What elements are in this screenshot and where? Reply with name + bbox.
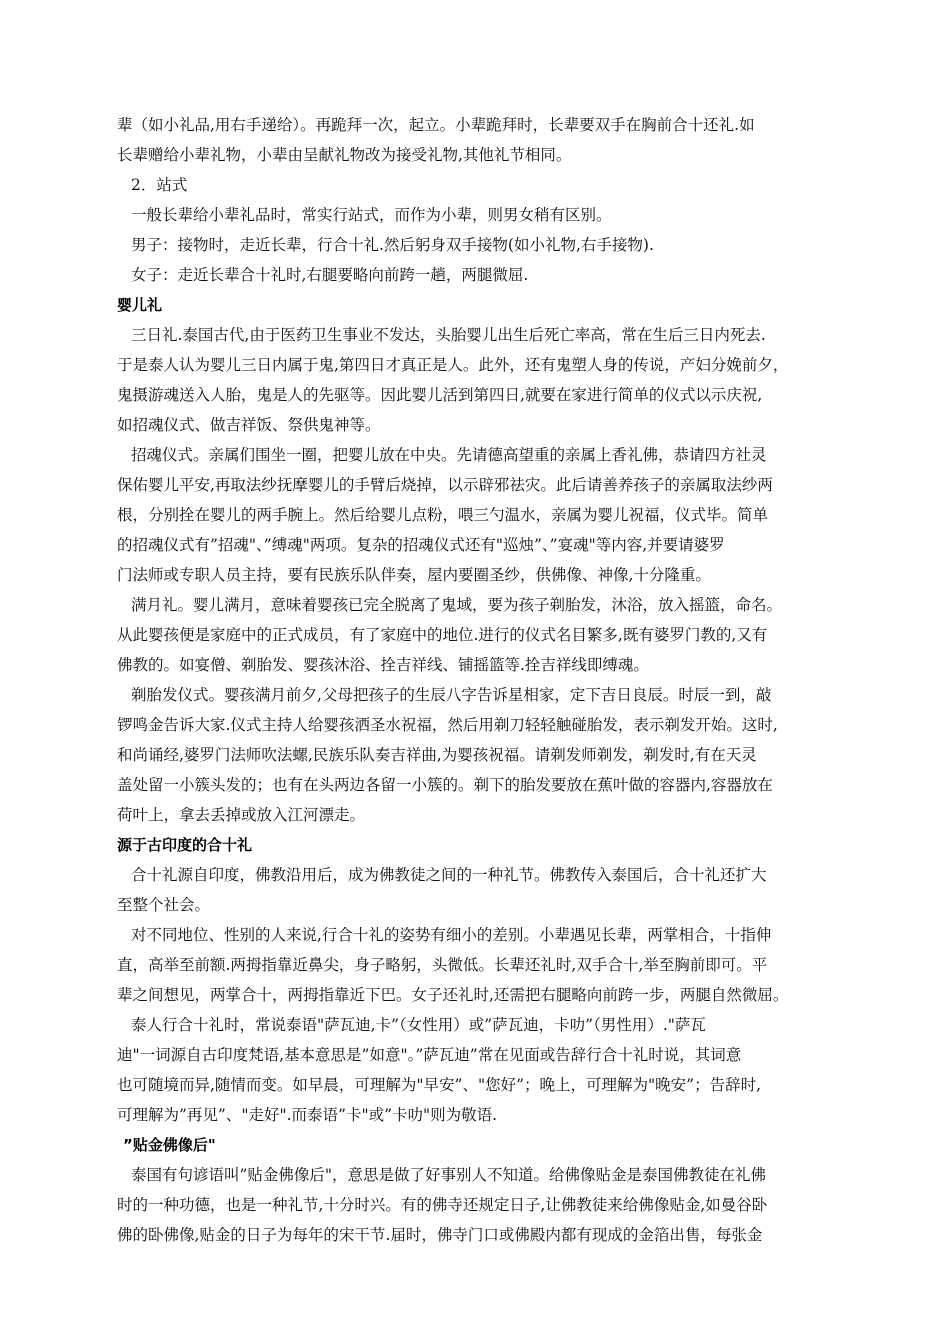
text-line: 如招魂仪式、做吉祥饭、祭供鬼神等。	[117, 416, 381, 434]
section-heading: ”贴金佛像后"	[123, 1136, 216, 1154]
text-line: 三日礼.泰国古代,由于医药卫生事业不发达，头胎婴儿出生后死亡率高，常在生后三日内死去.	[131, 326, 766, 344]
text-line: 至整个社会。	[117, 896, 211, 914]
text-line: 的招魂仪式有”招魂"、”缚魂"两项。复杂的招魂仪式还有"巡烛”、”宴魂"等内容,并要请婆罗	[117, 536, 725, 554]
text-line: 时的一种功德，也是一种礼节,十分时兴。有的佛寺还规定日子,让佛教徒来给佛像贴金,如曼谷卧	[117, 1196, 768, 1214]
text-line: 合十礼源自印度，佛教沿用后，成为佛教徒之间的一种礼节。佛教传入泰国后，合十礼还扩大	[131, 866, 767, 884]
section-heading: 婴儿礼	[117, 296, 163, 314]
text-line: 佛的卧佛像,贴金的日子为每年的宋干节.届时，佛寺门口或佛殿内都有现成的金箔出售，每张金	[117, 1226, 763, 1244]
text-line: 2．站式	[131, 176, 188, 194]
text-line: 长辈赠给小辈礼物，小辈由呈献礼物改为接受礼物,其他礼节相同。	[117, 146, 572, 164]
text-line: 辈之间想见，两掌合十，两拇指靠近下巴。女子还礼时,还需把右腿略向前跨一步，两腿自然微屈。	[117, 986, 789, 1004]
text-line: 满月礼。婴儿满月，意味着婴孩已完全脱离了鬼域，要为孩子剃胎发，沐浴，放入摇篮，命名。	[131, 596, 783, 614]
text-line: 根，分别拴在婴儿的两手腕上。然后给婴儿点粉，喂三勺温水，亲属为婴儿祝福，仪式毕。简单	[117, 506, 769, 524]
text-line: 佛教的。如宴僧、剃胎发、婴孩沐浴、拴吉祥线、铺摇篮等.拴吉祥线即缚魂。	[117, 656, 649, 674]
text-line: 女子：走近长辈合十礼时,右腿要略向前跨一趟，两腿微屈.	[131, 266, 529, 284]
text-line: 迪"一词源自古印度梵语,基本意思是”如意"。”萨瓦迪”常在见面或告辞行合十礼时说，其词意	[117, 1046, 742, 1064]
text-line: 也可随境而异,随情而变。如早晨，可理解为"早安”、"您好”；晚上，可理解为"晚安”；告辞时,	[117, 1076, 762, 1094]
section-heading: 源于古印度的合十礼	[117, 836, 253, 854]
text-line: 男子：接物时，走近长辈，行合十礼.然后躬身双手接物(如小礼物,右手接物).	[131, 236, 654, 254]
text-line: 从此婴孩便是家庭中的正式成员，有了家庭中的地位.进行的仪式名目繁多,既有婆罗门教的,又有	[117, 626, 768, 644]
document-body	[117, 110, 833, 1250]
text-line: 门法师或专职人员主持，要有民族乐队伴奏，屋内要圈圣纱，供佛像、神像,十分隆重。	[117, 566, 711, 584]
text-line: 可理解为”再见”、"走好".而泰语”卡"或”卡叻"则为敬语.	[117, 1106, 498, 1124]
text-line: 招魂仪式。亲属们围坐一圈，把婴儿放在中央。先请德高望重的亲属上香礼佛，恭请四方社灵	[131, 446, 767, 464]
text-line: 锣鸣金告诉大家.仪式主持人给婴孩洒圣水祝福，然后用剃刀轻轻触碰胎发，表示剃发开始。这时,	[117, 716, 778, 734]
text-line: 一般长辈给小辈礼品时，常实行站式，而作为小辈，则男女稍有区别。	[131, 206, 612, 224]
text-line: 荷叶上，拿去丢掉或放入江河漂走。	[117, 806, 366, 824]
text-line: 鬼摄游魂送入人胎，鬼是人的先驱等。因此婴儿活到第四日,就要在家进行简单的仪式以示庆祝,	[117, 386, 763, 404]
text-line: 于是泰人认为婴儿三日内属于鬼,第四日才真正是人。此外，还有鬼塑人身的传说，产妇分娩前夕，	[117, 356, 789, 374]
text-line: 盖处留一小簇头发的；也有在头两边各留一小簇的。剃下的胎发要放在蕉叶做的容器内,容器放在	[117, 776, 773, 794]
text-line: 直，高举至前额.两拇指靠近鼻尖，身子略躬，头微低。长辈还礼时,双手合十,举至胸前即可。平	[117, 956, 768, 974]
text-line: 对不同地位、性别的人来说,行合十礼的姿势有细小的差别。小辈遇见长辈，两掌相合，十指伸	[131, 926, 772, 944]
text-line: 保佑婴儿平安,再取法纱抚摩婴儿的手臂后烧掉，以示辟邪祛灾。此后请善养孩子的亲属取法纱两	[117, 476, 773, 494]
text-line: 和尚诵经,婆罗门法师吹法螺,民族乐队奏吉祥曲,为婴孩祝福。请剃发师剃发，剃发时,有在天灵	[117, 746, 757, 764]
text-line: 泰国有句谚语叫”贴金佛像后"，意思是做了好事别人不知道。给佛像贴金是泰国佛教徒在礼佛	[131, 1166, 767, 1184]
text-line: 泰人行合十礼时，常说泰语"萨瓦迪,卡”（女性用）或”萨瓦迪，卡叻”（男性用）."萨瓦	[131, 1016, 706, 1034]
text-line: 剃胎发仪式。婴孩满月前夕,父母把孩子的生辰八字告诉星相家，定下吉日良辰。时辰一到，敲	[131, 686, 772, 704]
text-line: 辈（如小礼品,用右手递给）。再跪拜一次，起立。小辈跪拜时，长辈要双手在胸前合十还礼.如	[117, 116, 755, 134]
